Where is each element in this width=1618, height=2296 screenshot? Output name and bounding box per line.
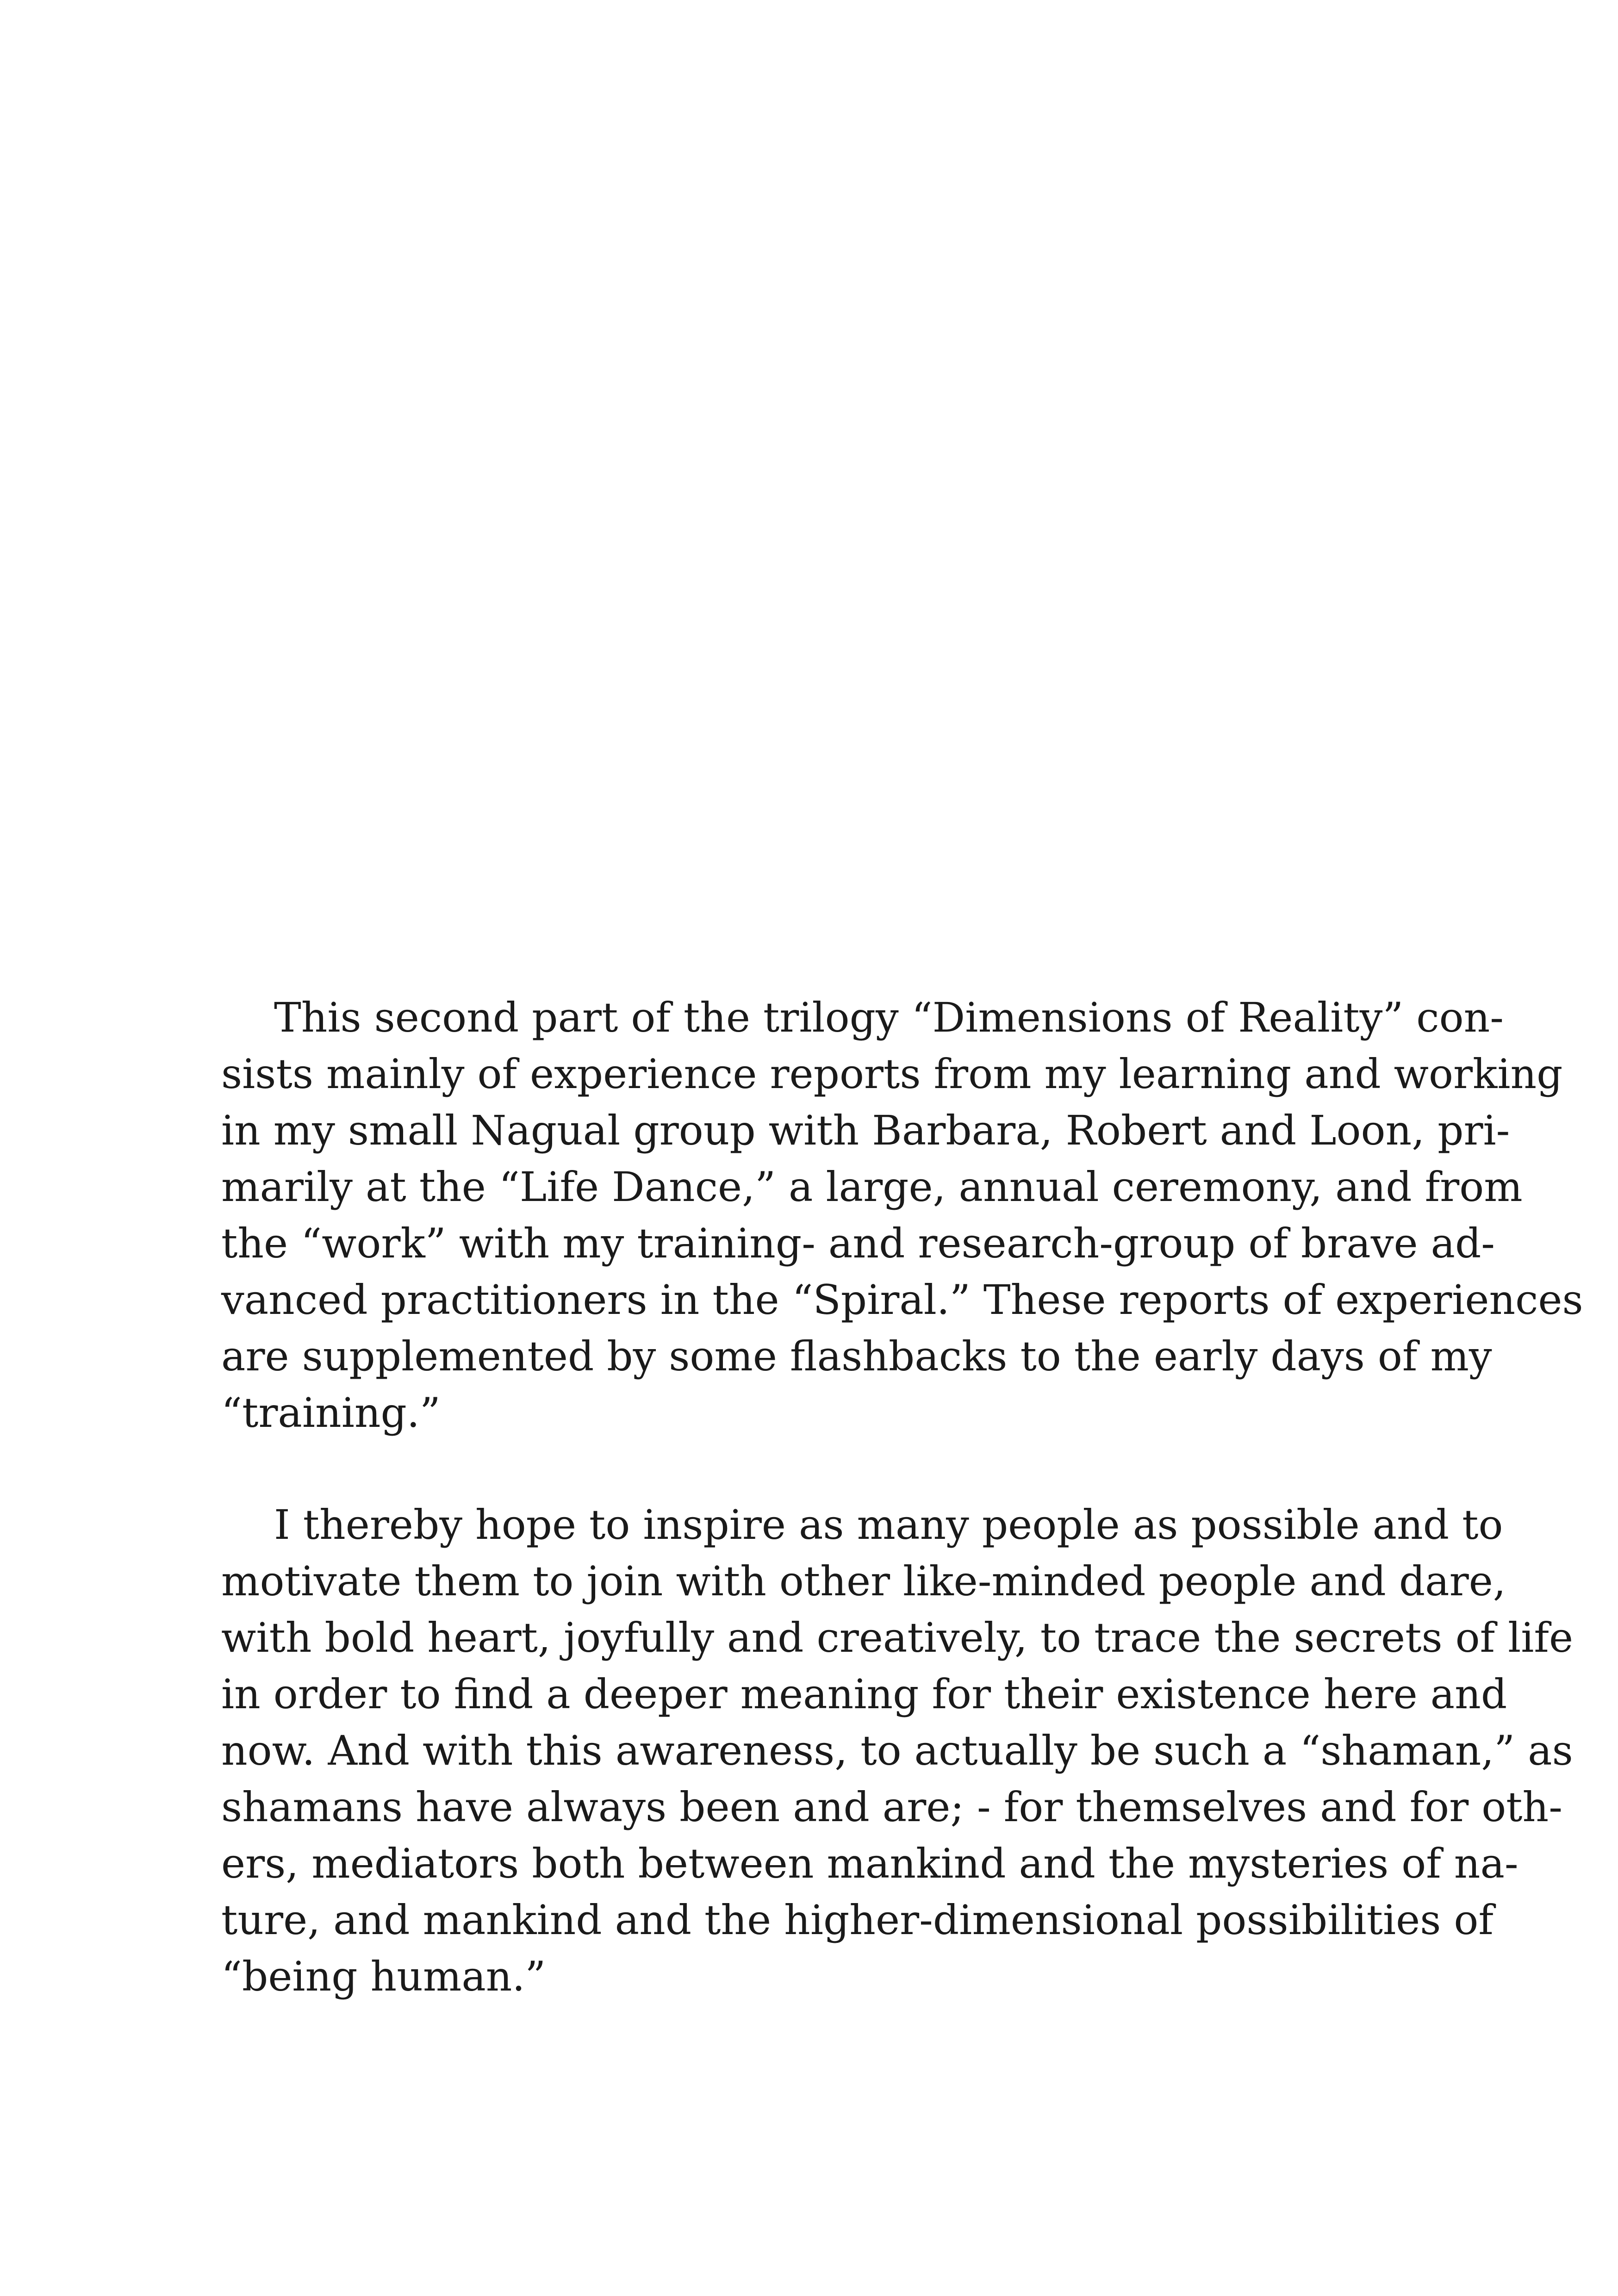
paragraph-1	[221, 989, 1583, 1441]
paragraph-line: sists mainly of experience reports from my learning and working	[221, 1050, 1563, 1098]
paragraph-line: I thereby hope to inspire as many people as possible and to	[274, 1501, 1503, 1549]
paragraph-line: vanced practitioners in the “Spiral.” These reports of experiences	[221, 1276, 1583, 1324]
paragraph-line: “training.”	[221, 1389, 441, 1437]
paragraph-line: shamans have always been and are; - for themselves and for oth-	[221, 1783, 1562, 1831]
paragraph-line: This second part of the trilogy “Dimensions of Reality” con-	[274, 994, 1504, 1041]
body-text	[221, 989, 1583, 2005]
paragraph-line: now. And with this awareness, to actually be such a “shaman,” as	[221, 1727, 1573, 1774]
paragraph-2	[221, 1497, 1574, 2005]
paragraph-line: the “work” with my training- and research-group of brave ad-	[221, 1220, 1495, 1267]
paragraph-line: in my small Nagual group with Barbara, Robert and Loon, pri-	[221, 1107, 1510, 1154]
paragraph-line: ers, mediators both between mankind and the mysteries of na-	[221, 1840, 1518, 1887]
paragraph-line: with bold heart, joyfully and creatively, to trace the secrets of life	[221, 1614, 1574, 1661]
paragraph-spacer	[221, 1441, 1396, 1497]
paragraph-line: “being human.”	[221, 1953, 546, 2000]
paragraph-line: marily at the “Life Dance,” a large, annual ceremony, and from	[221, 1163, 1523, 1211]
paragraph-line: motivate them to join with other like-minded people and dare,	[221, 1557, 1506, 1605]
paragraph-line: ture, and mankind and the higher-dimensional possibilities of	[221, 1896, 1494, 1944]
paragraph-line: in order to find a deeper meaning for their existence here and	[221, 1670, 1507, 1718]
paragraph-line: are supplemented by some flashbacks to the early days of my	[221, 1332, 1492, 1380]
